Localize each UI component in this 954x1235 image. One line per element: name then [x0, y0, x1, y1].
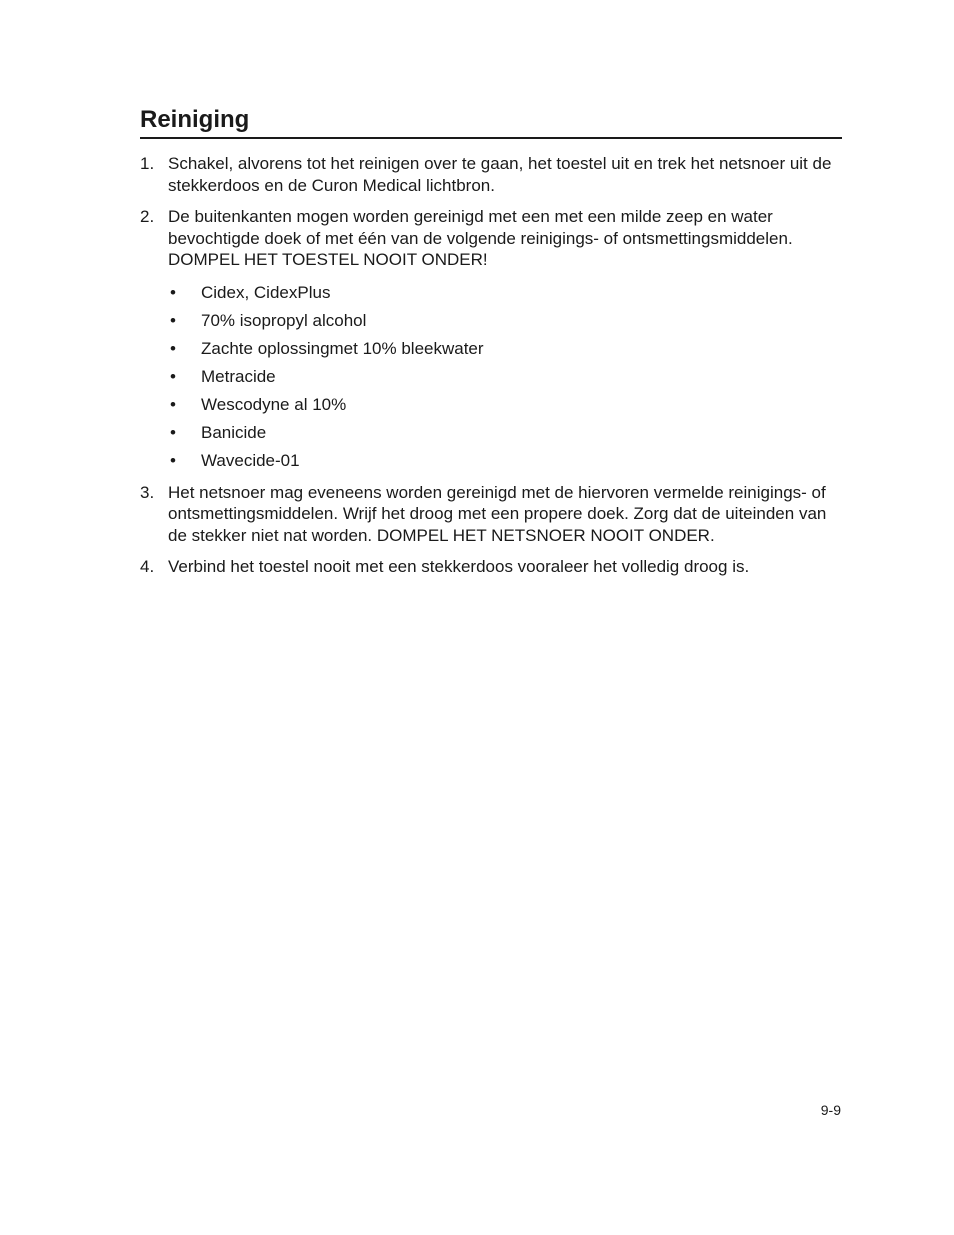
- list-item-text: Wavecide-01: [201, 451, 300, 471]
- step-text: Verbind het toestel nooit met een stekkerdoos vooraleer het volledig droog is.: [168, 557, 750, 577]
- step-text: De buitenkanten mogen worden gereinigd met een met een milde zeep en water bevochtigde doek of met één van de volgende reinigings- of ontsmettingsmiddelen. DOMPEL HET TOESTEL NOOIT ONDER!: [168, 207, 793, 269]
- list-item-text: Metracide: [201, 366, 276, 386]
- list-item-text: Banicide: [201, 422, 267, 442]
- steps-list: [140, 153, 842, 578]
- bullet-icon: •: [170, 338, 176, 358]
- bullet-icon: •: [170, 394, 176, 414]
- bullet-icon: •: [170, 366, 176, 386]
- step-text: Schakel, alvorens tot het reinigen over te gaan, het toestel uit en trek het netsnoer uit de stekkerdoos en de Curon Medical lichtbron.: [168, 154, 832, 195]
- step-number: 3.: [140, 482, 155, 502]
- list-item: [168, 450, 842, 472]
- step-2: [140, 206, 842, 472]
- list-item-text: Wescodyne al 10%: [201, 394, 347, 414]
- list-item: [168, 282, 842, 304]
- step-number: 1.: [140, 154, 155, 173]
- step-4: [140, 556, 842, 578]
- step-number: 2.: [140, 207, 155, 226]
- bullet-icon: •: [170, 451, 176, 471]
- list-item-text: 70% isopropyl alcohol: [201, 310, 367, 330]
- page-content: [140, 104, 842, 588]
- list-item-text: Zachte oplossingmet 10% bleekwater: [201, 338, 484, 358]
- bullet-icon: •: [170, 282, 176, 302]
- list-item: [168, 310, 842, 332]
- step-1: [140, 153, 842, 196]
- step-text: Het netsnoer mag eveneens worden gereinigd met de hiervoren vermelde reinigings- of ontsmettingsmiddelen. Wrijf het droog met een propere doek. Zorg dat de uiteinden van de stekker niet nat worden. DOMPEL HET NETSNOER NOOIT ONDER.: [168, 482, 827, 545]
- section-title: Reiniging: [140, 104, 842, 139]
- cleaning-agents-list: [168, 282, 842, 472]
- bullet-icon: •: [170, 422, 176, 442]
- list-item-text: Cidex, CidexPlus: [201, 282, 331, 302]
- step-number: 4.: [140, 557, 155, 577]
- list-item: [168, 394, 842, 416]
- list-item: [168, 338, 842, 360]
- page-number: 9-9: [820, 1102, 841, 1118]
- bullet-icon: •: [170, 310, 176, 330]
- step-3: [140, 482, 842, 547]
- list-item: [168, 366, 842, 388]
- list-item: [168, 422, 842, 444]
